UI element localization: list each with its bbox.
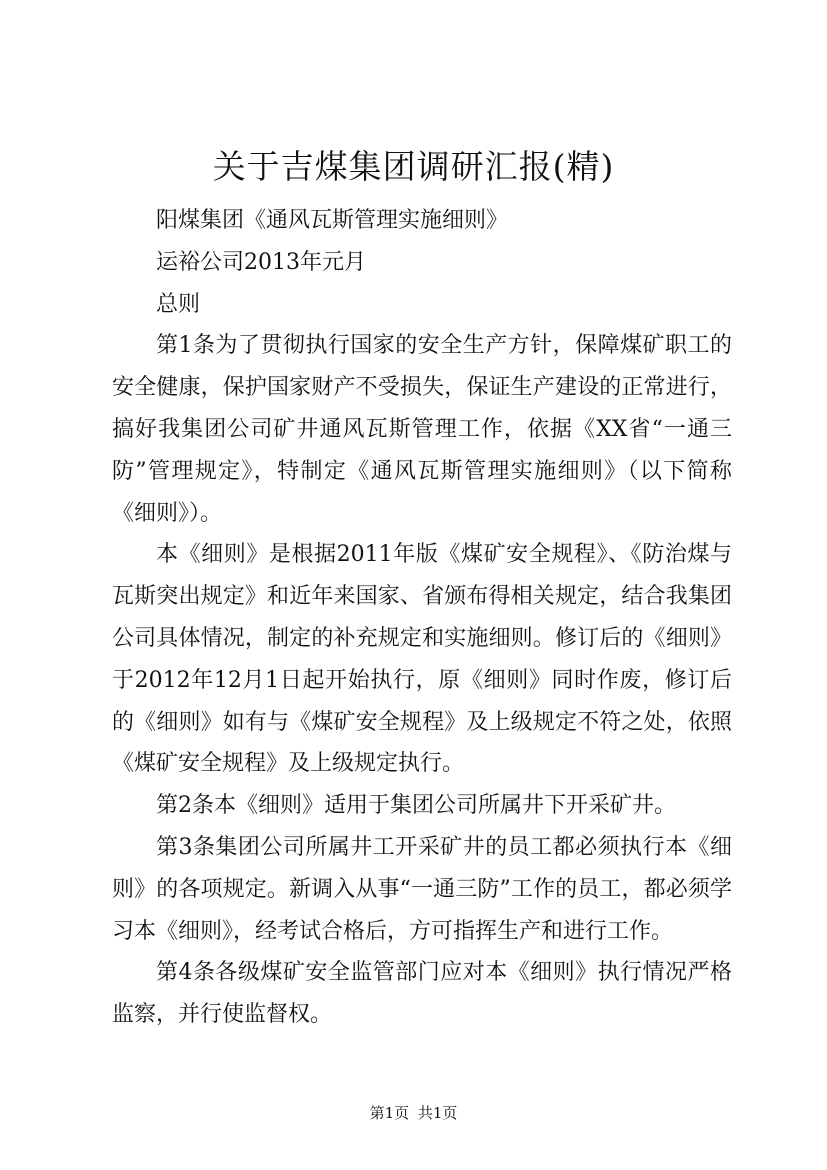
page-footer [0,1103,827,1123]
paragraph: 第2条本《细则》适用于集团公司所属井下开采矿井。 [156,793,676,819]
paragraph: 第3条集团公司所属井工开采矿井的员工都必须执行本《细则》的各项规定。新调入从事“一通三防”工作的员工，都必须学习本《细则》，经考试合格后，方可指挥生产和进行工作。 [112,834,732,944]
page-total: 共1页 [417,1104,458,1122]
paragraph: 第4条各级煤矿安全监管部门应对本《细则》执行情况严格监察，并行使监督权。 [112,960,732,1028]
paragraph: 总则 [156,291,201,317]
paragraph: 阳煤集团《通风瓦斯管理实施细则》 [156,208,509,233]
document-title: 关于吉煤集团调研汇报(精) [212,147,615,186]
page-number: 第1页 [369,1104,410,1122]
paragraph: 本《细则》是根据2011年版《煤矿安全规程》、《防治煤与瓦斯突出规定》和近年来国家、省颁布得相关规定，结合我集团公司具体情况，制定的补充规定和实施细则。修订后的《细则》于2012年12月1日起开始执行，原《细则》同时作废，修订后的《细则》如有与《煤矿安全规程》及上级规定不符之处，依照《煤矿安全规程》及上级规定执行。 [112,542,732,777]
document-body [112,200,732,1036]
paragraph: 第1条为了贯彻执行国家的安全生产方针，保障煤矿职工的安全健康，保护国家财产不受损失，保证生产建设的正常进行，搞好我集团公司矿井通风瓦斯管理工作，依据《XX省“一通三防”管理规定》，特制定《通风瓦斯管理实施细则》（以下简称《细则》）。 [112,333,732,526]
paragraph: 运裕公司2013年元月 [156,249,366,275]
